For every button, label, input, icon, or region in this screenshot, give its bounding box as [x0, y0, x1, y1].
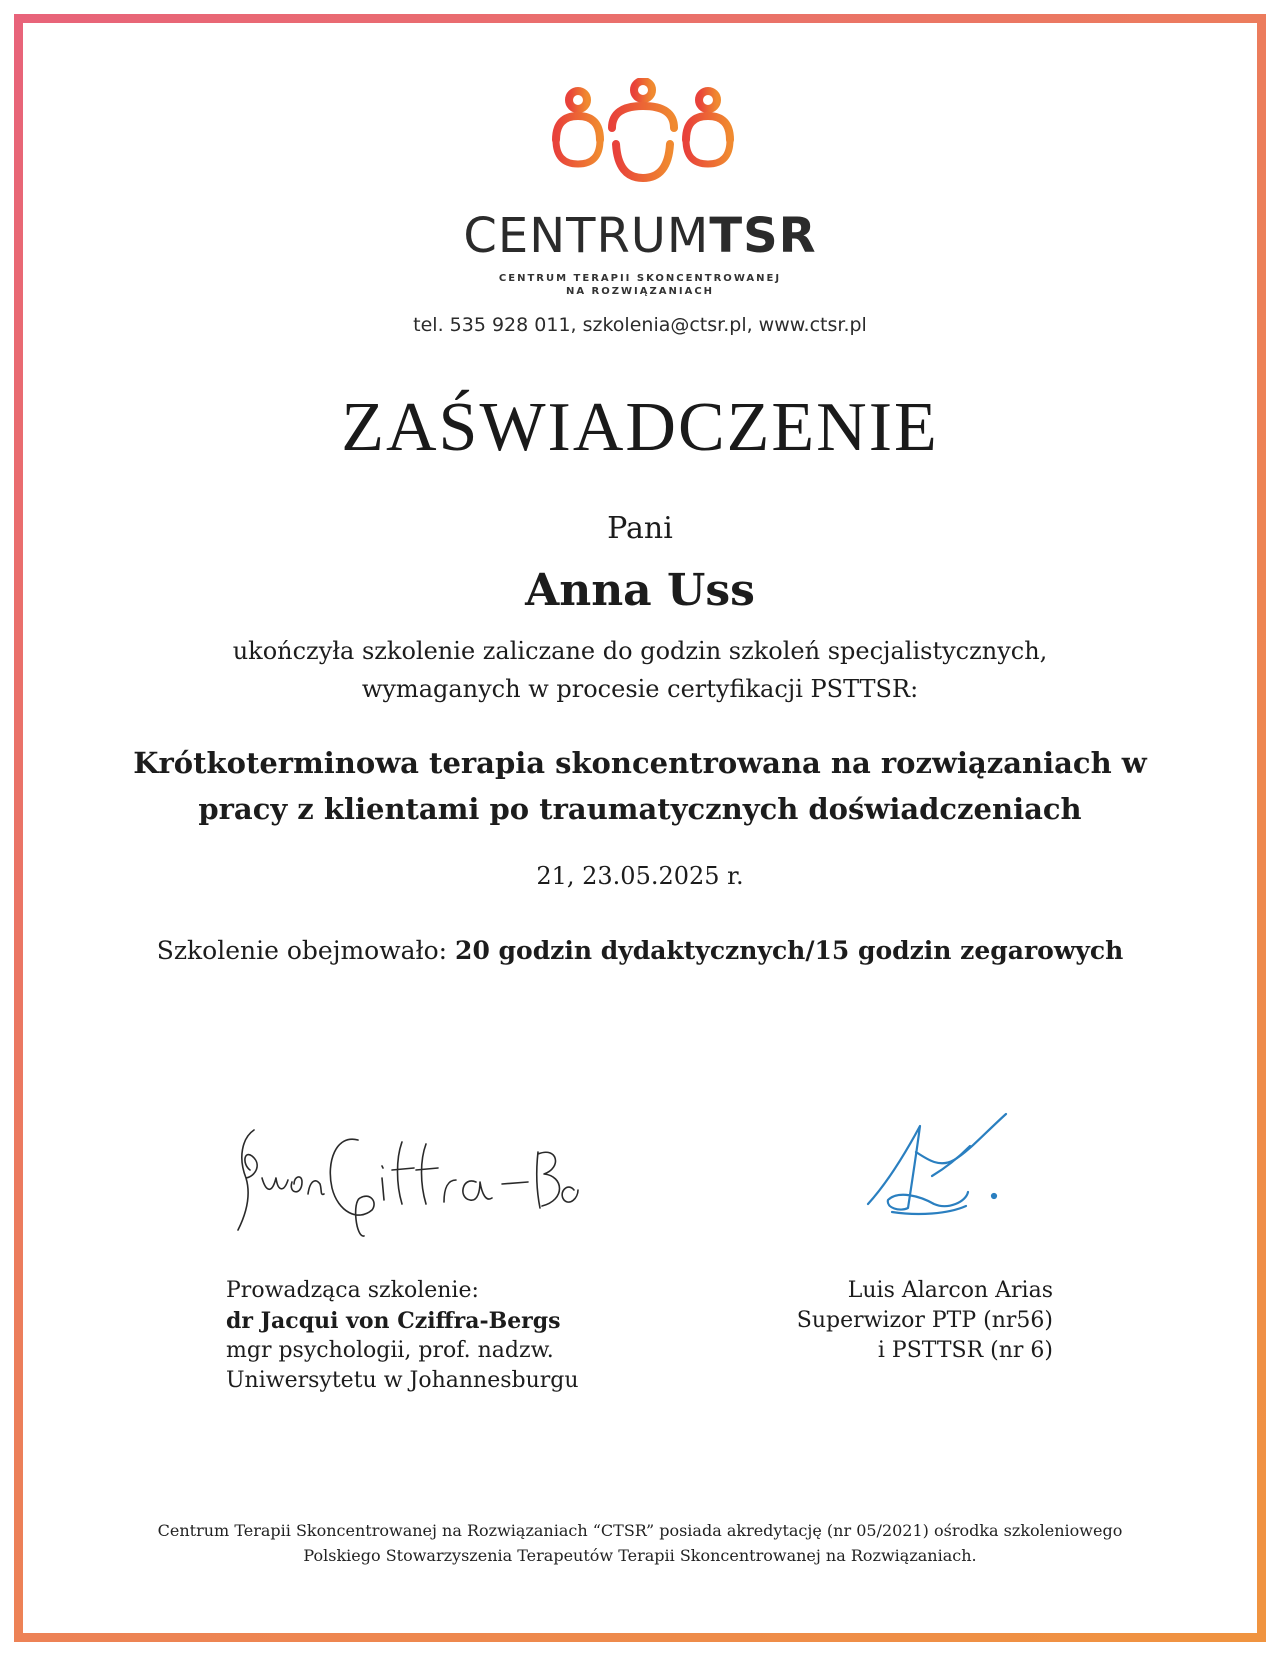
trainer-title-line1: mgr psychologii, prof. nadzw. [226, 1338, 554, 1363]
trainer-name: dr Jacqui von Cziffra-Bergs [226, 1308, 561, 1334]
course-title-line2: pracy z klientami po traumatycznych doświadczeniach [198, 792, 1082, 826]
course-hours [0, 936, 1280, 965]
supervisor-name: Luis Alarcon Arias [847, 1278, 1053, 1303]
hours-value: 20 godzin dydaktycznych/15 godzin zegarowych [455, 936, 1124, 965]
brand-name-bold: TSR [709, 208, 817, 264]
course-dates: 21, 23.05.2025 r. [536, 862, 744, 890]
brand-subtitle-line2: NA ROZWIĄZANIACH [565, 286, 715, 297]
brand-subtitle-line1: CENTRUM TERAPII SKONCENTROWANEJ [498, 273, 782, 284]
supervisor-title-line2: i PSTTSR (nr 6) [877, 1338, 1053, 1363]
course-title-line1: Krótkoterminowa terapia skoncentrowana na rozwiązaniach w [133, 746, 1147, 780]
completion-statement [0, 632, 1280, 708]
signature-left [232, 1118, 592, 1248]
completion-line1: ukończyła szkolenie zaliczane do godzin szkoleń specjalistycznych, [232, 637, 1048, 665]
contact-info: tel. 535 928 011, szkolenia@ctsr.pl, www.ctsr.pl [413, 314, 867, 336]
three-people-logo-icon [548, 78, 738, 188]
signature-right [858, 1112, 1028, 1242]
trainer-role: Prowadząca szkolenie: [226, 1278, 479, 1303]
trainer-info [226, 1276, 579, 1396]
completion-line2: wymaganych w procesie certyfikacji PSTTSR: [361, 675, 919, 703]
accreditation-footer [0, 1518, 1280, 1568]
supervisor-title-line1: Superwizor PTP (nr56) [796, 1308, 1053, 1333]
hours-label: Szkolenie obejmowało: [156, 936, 448, 965]
supervisor-info [797, 1276, 1053, 1366]
trainer-title-line2: Uniwersytetu w Johannesburgu [226, 1368, 579, 1393]
brand-name-light: CENTRUM [463, 208, 710, 264]
certificate-title: ZAŚWIADCZENIE [341, 389, 939, 466]
brand-name [0, 208, 1280, 264]
footer-line2: Polskiego Stowarzyszenia Terapeutów Terapii Skoncentrowanej na Rozwiązaniach. [303, 1546, 977, 1565]
footer-line1: Centrum Terapii Skoncentrowanej na Rozwiązaniach “CTSR” posiada akredytację (nr 05/2021) ośrodka szkoleniowego [157, 1521, 1123, 1540]
salutation: Pani [607, 511, 673, 546]
brand-subtitle [0, 272, 1280, 298]
course-title [0, 740, 1280, 832]
recipient-name: Anna Uss [525, 565, 755, 616]
